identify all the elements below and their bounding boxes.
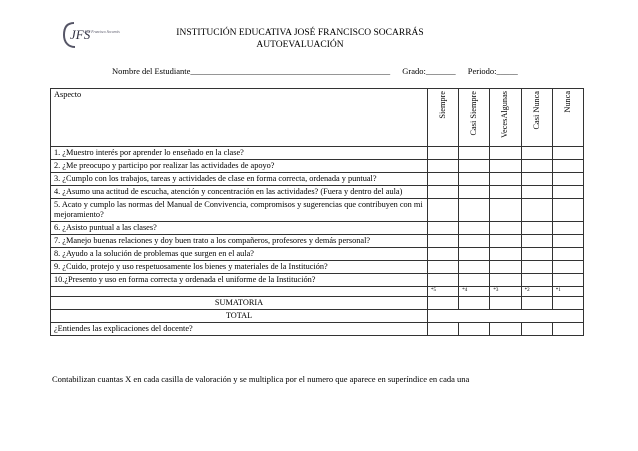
- aspect-item: 6. ¿Asisto puntual a las clases?: [51, 222, 428, 235]
- answer-cell[interactable]: [521, 323, 552, 336]
- rating-cell[interactable]: [459, 235, 490, 248]
- rating-cell[interactable]: [428, 173, 459, 186]
- aspect-header: Aspecto: [51, 89, 428, 147]
- table-row: [51, 186, 584, 199]
- aspect-item: 8. ¿Ayudo a la solución de problemas que surgen en el aula?: [51, 248, 428, 261]
- table-row: [51, 222, 584, 235]
- score-weight: *1: [552, 287, 583, 297]
- aspect-item: 5. Acato y cumplo las normas del Manual de Convivencia, compromisos y sugerencias que contribuyen con mi mejoramiento?: [51, 199, 428, 222]
- rating-cell[interactable]: [428, 248, 459, 261]
- rating-cell[interactable]: [521, 248, 552, 261]
- aspect-item: 9. ¿Cuido, protejo y uso respetuosamente los bienes y materiales de la Institución?: [51, 261, 428, 274]
- column-header-casi-nunca: Casi Nunca: [521, 89, 552, 147]
- score-weights-row: [51, 287, 584, 297]
- sum-cell[interactable]: [459, 297, 490, 310]
- rating-cell[interactable]: [552, 147, 583, 160]
- rating-cell[interactable]: [521, 199, 552, 222]
- rating-cell[interactable]: [459, 222, 490, 235]
- rating-cell[interactable]: [521, 261, 552, 274]
- student-name-field[interactable]: Nombre del Estudiante_______________________________________________: [112, 66, 391, 76]
- answer-cell[interactable]: [490, 323, 521, 336]
- table-row: [51, 248, 584, 261]
- rating-cell[interactable]: [521, 173, 552, 186]
- rating-cell[interactable]: [459, 199, 490, 222]
- score-weight: *2: [521, 287, 552, 297]
- rating-cell[interactable]: [428, 147, 459, 160]
- sum-cell[interactable]: [428, 297, 459, 310]
- final-question: ¿Entiendes las explicaciones del docente?: [51, 323, 428, 336]
- rating-cell[interactable]: [552, 173, 583, 186]
- sum-cell[interactable]: [552, 297, 583, 310]
- rating-cell[interactable]: [490, 261, 521, 274]
- student-info-line: [112, 66, 528, 76]
- document-header: [150, 27, 450, 51]
- score-weight: *4: [459, 287, 490, 297]
- logo-letters: JFS: [70, 27, 91, 42]
- aspect-item: 4. ¿Asumo una actitud de escucha, atención y concentración en las actividades? (Fuera y dentro del aula): [51, 186, 428, 199]
- rating-cell[interactable]: [552, 261, 583, 274]
- table-row: [51, 173, 584, 186]
- answer-cell[interactable]: [428, 323, 459, 336]
- sum-cell[interactable]: [521, 297, 552, 310]
- aspect-item: 1. ¿Muestro interés por aprender lo enseñado en la clase?: [51, 147, 428, 160]
- sumatoria-row: [51, 297, 584, 310]
- sum-cell[interactable]: [490, 297, 521, 310]
- rating-cell[interactable]: [552, 199, 583, 222]
- rating-cell[interactable]: [459, 248, 490, 261]
- rating-cell[interactable]: [428, 186, 459, 199]
- total-row: [51, 310, 584, 323]
- sumatoria-label: SUMATORIA: [51, 297, 428, 310]
- document-title: AUTOEVALUACIÓN: [256, 40, 344, 50]
- table-row: [51, 199, 584, 222]
- final-question-row: [51, 323, 584, 336]
- rating-cell[interactable]: [490, 274, 521, 287]
- table-row: [51, 147, 584, 160]
- aspect-item: 2. ¿Me preocupo y participo por realizar las actividades de apoyo?: [51, 160, 428, 173]
- school-logo: [60, 19, 124, 51]
- rating-cell[interactable]: [459, 186, 490, 199]
- aspect-item: 7. ¿Manejo buenas relaciones y doy buen trato a los compañeros, profesores y demás personal?: [51, 235, 428, 248]
- institution-name: INSTITUCIÓN EDUCATIVA JOSÉ FRANCISCO SOCARRÁS: [176, 28, 424, 38]
- answer-cell[interactable]: [552, 323, 583, 336]
- column-header-algunas-veces: VecesAlgunas: [490, 89, 521, 147]
- rating-cell[interactable]: [428, 160, 459, 173]
- rating-cell[interactable]: [552, 248, 583, 261]
- rating-cell[interactable]: [428, 235, 459, 248]
- rating-cell[interactable]: [521, 147, 552, 160]
- rating-cell[interactable]: [552, 222, 583, 235]
- rating-cell[interactable]: [552, 274, 583, 287]
- rating-cell[interactable]: [490, 147, 521, 160]
- column-header-casi-siempre: Casi Siempre: [459, 89, 490, 147]
- column-header-nunca: Nunca: [552, 89, 583, 147]
- rating-cell[interactable]: [490, 160, 521, 173]
- evaluation-table: [50, 88, 584, 336]
- table-row: [51, 261, 584, 274]
- rating-cell[interactable]: [521, 186, 552, 199]
- rating-cell[interactable]: [428, 261, 459, 274]
- rating-cell[interactable]: [490, 235, 521, 248]
- period-field[interactable]: Periodo:_____: [467, 66, 518, 76]
- table-row: [51, 274, 584, 287]
- rating-cell[interactable]: [459, 274, 490, 287]
- rating-cell[interactable]: [459, 147, 490, 160]
- logo-caption: José Francisco Socarrás: [84, 30, 120, 34]
- rating-cell[interactable]: [552, 160, 583, 173]
- rating-cell[interactable]: [552, 235, 583, 248]
- rating-cell[interactable]: [521, 160, 552, 173]
- rating-cell[interactable]: [459, 173, 490, 186]
- rating-cell[interactable]: [490, 186, 521, 199]
- rating-cell[interactable]: [521, 222, 552, 235]
- rating-cell[interactable]: [490, 248, 521, 261]
- answer-cell[interactable]: [459, 323, 490, 336]
- rating-cell[interactable]: [552, 186, 583, 199]
- score-weight: *5: [428, 287, 459, 297]
- total-cell[interactable]: [428, 310, 584, 323]
- table-header-row: [51, 89, 584, 147]
- column-header-siempre: Siempre: [428, 89, 459, 147]
- instructions-note: Contabilizan cuantas X en cada casilla de valoración y se multiplica por el numero que aparece en superíndice en cada una: [52, 374, 470, 384]
- aspect-item: 10.¿Presento y uso en forma correcta y ordenada el uniforme de la Institución?: [51, 274, 428, 287]
- rating-cell[interactable]: [459, 261, 490, 274]
- total-label: TOTAL: [51, 310, 428, 323]
- rating-cell[interactable]: [428, 199, 459, 222]
- rating-cell[interactable]: [490, 222, 521, 235]
- grade-field[interactable]: Grado:_______: [402, 66, 456, 76]
- score-weight: *3: [490, 287, 521, 297]
- rating-cell[interactable]: [490, 173, 521, 186]
- score-label-cell: [51, 287, 428, 297]
- rating-cell[interactable]: [490, 199, 521, 222]
- rating-cell[interactable]: [521, 235, 552, 248]
- rating-cell[interactable]: [459, 160, 490, 173]
- rating-cell[interactable]: [428, 274, 459, 287]
- table-row: [51, 160, 584, 173]
- table-row: [51, 235, 584, 248]
- rating-cell[interactable]: [521, 274, 552, 287]
- rating-cell[interactable]: [428, 222, 459, 235]
- aspect-item: 3. ¿Cumplo con los trabajos, tareas y actividades de clase en forma correcta, ordenada y puntual?: [51, 173, 428, 186]
